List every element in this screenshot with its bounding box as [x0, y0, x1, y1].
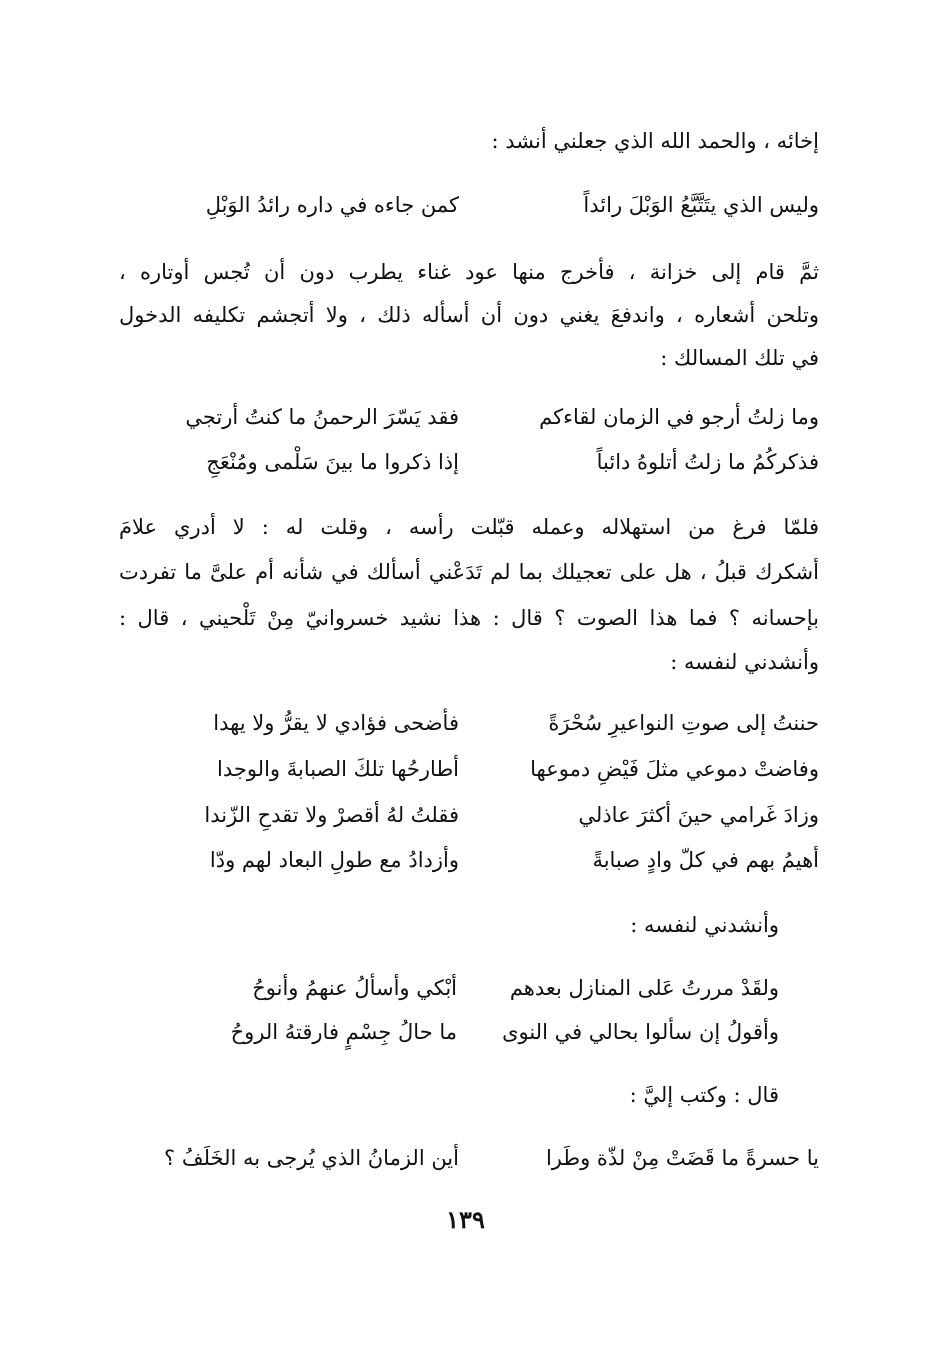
page-number: ١٣٩: [446, 1205, 485, 1234]
poem-2-verse-2: [119, 754, 819, 786]
poem-1-verse-2: [119, 447, 819, 479]
poem-3-verse-1: [119, 973, 779, 1005]
poem-2-verse-4-second: وأزدادُ مع طولِ البعاد لهم ودّا: [209, 848, 459, 872]
poem-1-verse-2-second: إذا ذكروا ما بينَ سَلْمى ومُنْعَجِ: [206, 450, 459, 474]
verse-final-second: أين الزمانُ الذي يُرجى به الخَلَفُ ؟: [164, 1146, 459, 1170]
poem-2-verse-3-second: فقلتُ لهُ أقصرْ ولا تقدحِ الزّندا: [204, 803, 459, 827]
caption-2: وأنشدني لنفسه :: [630, 913, 779, 937]
paragraph-2-line-2: أشكرك قبلُ ، هل على تعجيلك بما لم تَدَعْني أسألك في شأنه أم علىَّ ما تفردت: [119, 560, 819, 584]
poem-2-verse-2-first: وفاضتْ دموعي مثلَ فَيْضِ دموعها: [530, 757, 819, 781]
paragraph-2-line-1: فلمّا فرغ من استهلاله وعمله قبّلت رأسه ، وقلت له : لا أدري علامَ: [119, 515, 819, 539]
poem-1-verse-1: [119, 402, 819, 434]
poem-2-verse-4: [119, 845, 819, 877]
verse-1: [119, 190, 819, 222]
poem-1-verse-1-first: وما زلتُ أرجو في الزمان لقاءكم: [539, 405, 819, 429]
intro-line: إخائه ، والحمد الله الذي جعلني أنشد :: [491, 129, 819, 153]
poem-2-verse-4-first: أهيمُ بهم في كلّ وادٍ صبابةً: [592, 848, 819, 872]
verse-1-first-hemistich: وليس الذي يتَتَّبَّعُ الوَبْلَ رائداً: [583, 193, 819, 217]
poem-2-verse-3-first: وزادَ غَرامي حينَ أكثرَ عاذلي: [578, 803, 819, 827]
poem-3-verse-2-first: وأقولُ إن سألوا بحالي في النوى: [502, 1020, 779, 1044]
verse-final-first: يا حسرةً ما قَضَتْ مِنْ لذّة وطَرا: [545, 1146, 819, 1170]
paragraph-1-line-1: ثمَّ قام إلى خزانة ، فأخرج منها عود غناء يطرب دون أن تُجس أوتاره ،: [119, 260, 819, 284]
poem-1-verse-2-first: فذكركُمُ ما زلتُ أتلوهُ دائباً: [596, 450, 819, 474]
poem-3-verse-2-second: ما حالُ جِسْمٍ فارقتهُ الروحُ: [230, 1020, 457, 1044]
paragraph-1-line-2: وتلحن أشعاره ، واندفعَ يغني دون أن أسأله ذلك ، ولا أتجشم تكليفه الدخول: [119, 303, 819, 327]
poem-3-verse-1-first: ولقَدْ مررتُ عَلى المنازل بعدهم: [509, 976, 779, 1000]
poem-2-verse-1: [119, 708, 819, 740]
poem-1-verse-1-second: فقد يَسّرَ الرحمنُ ما كنتُ أرتجي: [185, 405, 459, 429]
verse-1-second-hemistich: كمن جاءه في داره رائدُ الوَبْلِ: [205, 193, 459, 217]
paragraph-1-line-3: في تلك المسالك :: [660, 346, 819, 370]
poem-3-verse-1-second: أبْكي وأسألُ عنهمُ وأنوحُ: [252, 976, 457, 1000]
poem-3-verse-2: [119, 1017, 779, 1049]
paragraph-2-line-4: وأنشدني لنفسه :: [670, 650, 819, 674]
poem-2-verse-2-second: أطارحُها تلكَ الصبابةَ والوجدا: [216, 757, 459, 781]
poem-2-verse-1-first: حننتُ إلى صوتِ النواعيرِ سُحْرَةً: [548, 711, 819, 735]
poem-2-verse-3: [119, 800, 819, 832]
verse-final: [119, 1143, 819, 1175]
paragraph-2-line-3: بإحسانه ؟ فما هذا الصوت ؟ قال : هذا نشيد خسروانيّ مِنْ تَلْحيني ، قال :: [119, 606, 819, 630]
poem-2-verse-1-second: فأضحى فؤادي لا يقرُّ ولا يهدا: [213, 711, 459, 735]
caption-3: قال : وكتب إليَّ :: [629, 1083, 779, 1107]
